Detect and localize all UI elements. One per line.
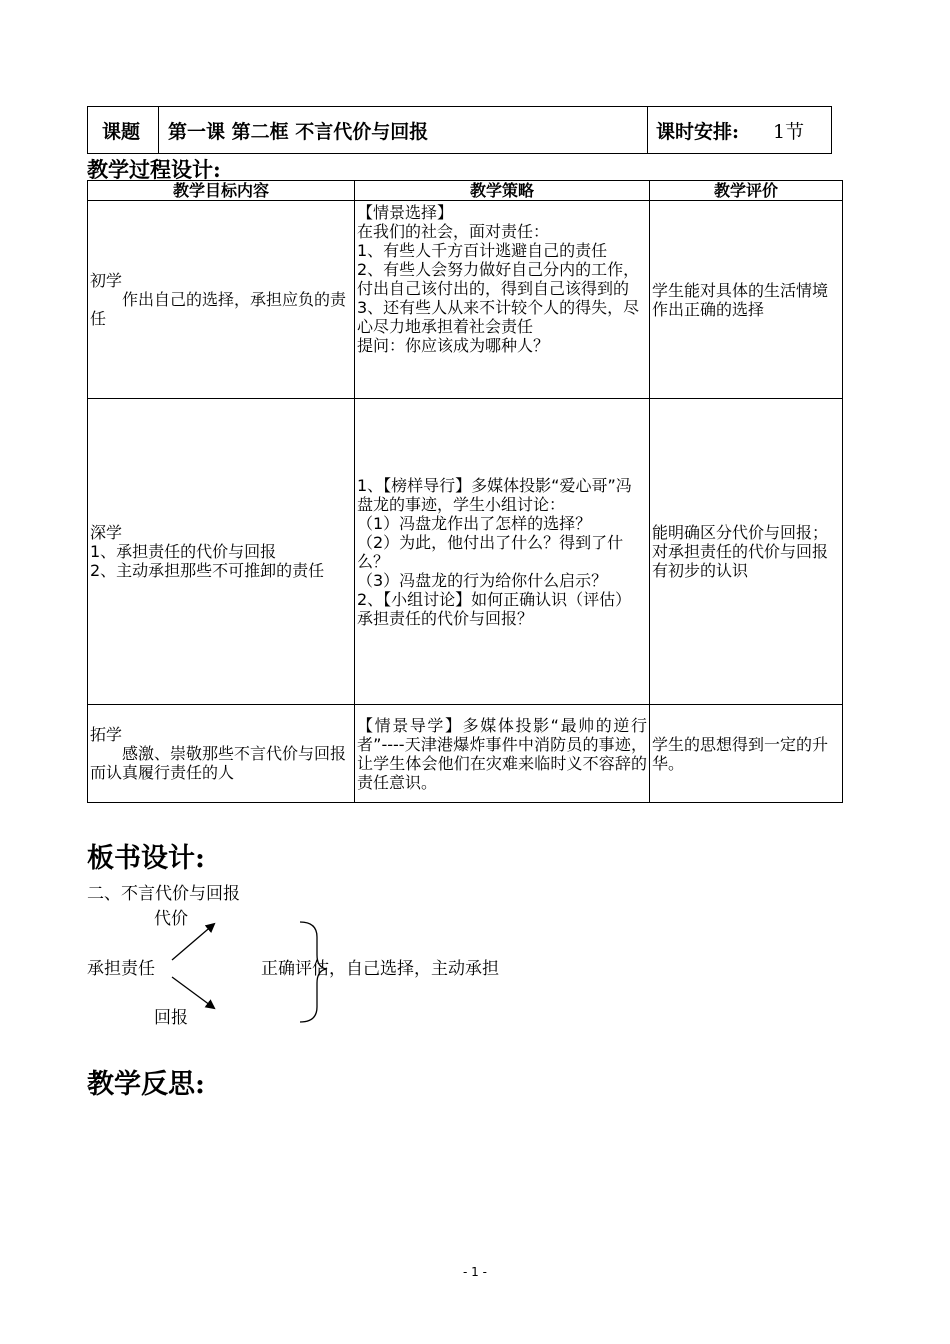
evaluation-cell: 学生的思想得到一定的升华。 xyxy=(650,705,843,803)
strategy-cell: 【情景导学】多媒体投影“最帅的逆行者”----天津港爆炸事件中消防员的事迹，让学生体会他们在灾难来临时义不容辞的责任意识。 xyxy=(355,705,650,803)
lesson-header-table xyxy=(87,106,832,154)
column-header: 教学目标内容 xyxy=(88,181,355,201)
schedule-value: 1节 xyxy=(773,120,805,143)
header-divider xyxy=(158,107,159,153)
topic-label: 课题 xyxy=(102,120,141,143)
process-title: 教学过程设计: xyxy=(87,157,221,182)
strategy-cell: 1、【榜样导行】多媒体投影“爱心哥”冯盘龙的事迹，学生小组讨论： （1）冯盘龙作出了怎样的选择？ （2）为此，他付出了什么？得到了什么？ （3）冯盘龙的行为给你什么启示？ 2、【小组讨论】如何正确认识（评估）承担责任的代价与回报？ xyxy=(355,399,650,705)
table-row xyxy=(88,201,843,399)
lesson-title: 第一课 第二框 不言代价与回报 xyxy=(168,120,429,143)
teaching-process-table xyxy=(87,180,843,803)
arrow-to-cost xyxy=(172,924,214,960)
evaluation-cell: 学生能对具体的生活情境作出正确的选择 xyxy=(650,201,843,399)
board-heading: 二、不言代价与回报 xyxy=(87,884,240,904)
column-header: 教学策略 xyxy=(355,181,650,201)
strategy-cell: 【情景选择】 在我们的社会，面对责任： 1、有些人千方百计逃避自己的责任 2、有些人会努力做好自己分内的工作，付出自己该付出的，得到自己该得到的 3、还有些人从来不计较个人的得失，尽心尽力地承担着社会责任 提问：你应该成为哪种人？ xyxy=(355,201,650,399)
goal-cell: 初学 作出自己的选择，承担应负的责任 xyxy=(88,201,355,399)
evaluation-cell: 能明确区分代价与回报； 对承担责任的代价与回报有初步的认识 xyxy=(650,399,843,705)
table-row xyxy=(88,399,843,705)
board-reward: 回报 xyxy=(154,1008,188,1028)
arrow-to-reward xyxy=(172,977,214,1008)
table-row xyxy=(88,705,843,803)
board-diagram xyxy=(160,915,330,1030)
column-header: 教学评价 xyxy=(650,181,843,201)
page-number: - 1 - xyxy=(463,1265,487,1279)
goal-cell: 深学 1、承担责任的代价与回报 2、主动承担那些不可推卸的责任 xyxy=(88,399,355,705)
goal-cell: 拓学 感激、崇敬那些不言代价与回报而认真履行责任的人 xyxy=(88,705,355,803)
brace xyxy=(300,922,326,1022)
board-conclusion: 正确评估，自己选择，主动承担 xyxy=(261,959,499,979)
schedule-label: 课时安排: xyxy=(656,120,740,143)
reflection-title: 教学反思: xyxy=(87,1069,205,1100)
board-take-responsibility: 承担责任 xyxy=(87,959,155,979)
board-cost: 代价 xyxy=(154,909,188,929)
table-header-row xyxy=(88,181,843,201)
header-divider xyxy=(647,107,648,153)
board-design-title: 板书设计: xyxy=(87,843,205,874)
